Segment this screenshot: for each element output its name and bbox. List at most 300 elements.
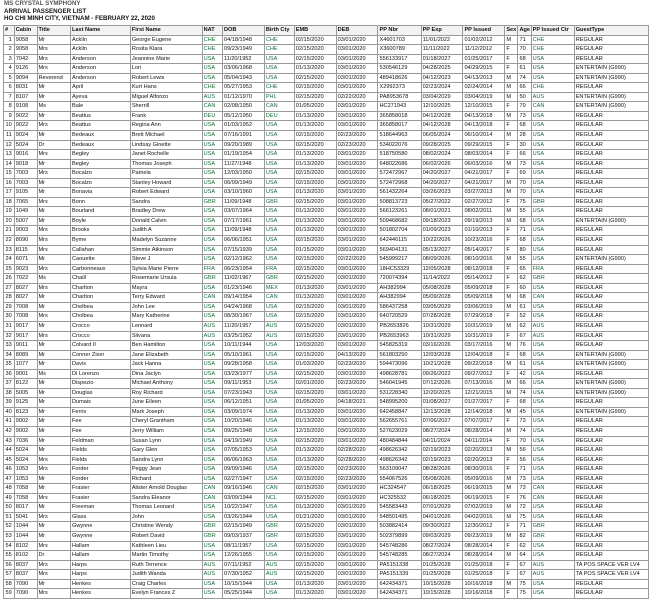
column-header: GuestType bbox=[574, 26, 648, 36]
table-cell: Brett Michael bbox=[130, 131, 202, 141]
table-cell: 554067526 bbox=[378, 474, 421, 484]
table-cell: CAN bbox=[531, 493, 574, 503]
table-cell: 2 bbox=[4, 45, 15, 55]
table-cell: 09/28/2025 bbox=[421, 140, 463, 150]
table-cell: 70 bbox=[518, 102, 531, 112]
table-cell: Bradley Drew bbox=[130, 207, 202, 217]
table-cell: REGULAR bbox=[574, 83, 648, 93]
table-cell: 01/13/2020 bbox=[294, 455, 336, 465]
table-cell: USA bbox=[202, 302, 222, 312]
table-cell: Mr bbox=[37, 255, 71, 265]
table-cell: 04/29/2015 bbox=[463, 64, 505, 74]
table-cell: USA bbox=[264, 446, 294, 456]
table-cell: USA bbox=[531, 589, 574, 599]
table-cell: 9024 bbox=[14, 131, 37, 141]
table-cell: Mrs bbox=[37, 236, 71, 246]
table-cell: USA bbox=[264, 216, 294, 226]
table-cell: USA bbox=[264, 226, 294, 236]
table-cell: 9003 bbox=[14, 226, 37, 236]
table-cell: 02/01/2020 bbox=[294, 379, 336, 389]
table-cell: TA POS SPACE VER LV4 bbox=[574, 560, 648, 570]
table-cell: 23 bbox=[4, 245, 15, 255]
table-cell: M bbox=[505, 503, 518, 513]
table-cell: 01/13/2020 bbox=[294, 407, 336, 417]
table-cell: 09/29/2015 bbox=[463, 140, 505, 150]
table-row bbox=[4, 264, 649, 274]
table-cell: CAN bbox=[531, 102, 574, 112]
table-cell: 08/03/2014 bbox=[463, 150, 505, 160]
table-cell: 03/07/1964 bbox=[222, 207, 264, 217]
table-cell: 01/25/2028 bbox=[421, 560, 463, 570]
table-cell: 8090 bbox=[14, 236, 37, 246]
table-cell: 01/27/2017 bbox=[463, 398, 505, 408]
table-cell: 01/03/1952 bbox=[222, 121, 264, 131]
table-cell: 11/01/2022 bbox=[421, 35, 463, 45]
table-cell: REGULAR bbox=[574, 589, 648, 599]
table-cell: 02/15/2020 bbox=[294, 73, 336, 83]
table-cell: 11 bbox=[4, 131, 15, 141]
table-row bbox=[4, 426, 649, 436]
table-cell: 06/23/1954 bbox=[222, 264, 264, 274]
table-cell: USA bbox=[202, 159, 222, 169]
table-cell: 68 bbox=[518, 398, 531, 408]
table-cell: 03/01/2020 bbox=[336, 264, 378, 274]
table-cell: 09/03/2029 bbox=[421, 531, 463, 541]
table-cell: 04/20/2027 bbox=[421, 178, 463, 188]
table-cell: FRA bbox=[531, 264, 574, 274]
table-cell: USA bbox=[202, 73, 222, 83]
table-cell: 02/19/2023 bbox=[421, 446, 463, 456]
table-cell: USA bbox=[531, 465, 574, 475]
table-cell: Frank bbox=[130, 111, 202, 121]
table-cell: Freeman bbox=[71, 503, 131, 513]
table-cell: REGULAR bbox=[574, 111, 648, 121]
table-cell: 44 bbox=[4, 446, 15, 456]
table-cell: USA bbox=[264, 455, 294, 465]
table-cell: F bbox=[505, 541, 518, 551]
table-cell: 02/15/2020 bbox=[294, 531, 336, 541]
table-cell: 8102 bbox=[14, 551, 37, 561]
table-row bbox=[4, 522, 649, 532]
table-cell: 02/19/2023 bbox=[421, 455, 463, 465]
table-row bbox=[4, 388, 649, 398]
table-cell: 10/31/2019 bbox=[463, 331, 505, 341]
table-cell: USA bbox=[202, 255, 222, 265]
table-row bbox=[4, 255, 649, 265]
table-cell: 06/18/2025 bbox=[421, 484, 463, 494]
column-header: First Name bbox=[130, 26, 202, 36]
table-cell: 02/24/2014 bbox=[463, 83, 505, 93]
table-cell: F bbox=[505, 560, 518, 570]
table-cell: AUS bbox=[531, 570, 574, 580]
table-cell: 59 bbox=[4, 589, 15, 599]
column-header: PP Exp bbox=[421, 26, 463, 36]
table-cell: X4601703 bbox=[378, 35, 421, 45]
table-cell: 01/13/2020 bbox=[294, 283, 336, 293]
table-cell: 01/23/1946 bbox=[222, 283, 264, 293]
table-cell: USA bbox=[264, 589, 294, 599]
table-cell: Mrs bbox=[37, 245, 71, 255]
table-cell: USA bbox=[531, 121, 574, 131]
table-cell: 08/28/2014 bbox=[463, 541, 505, 551]
table-cell: 546041945 bbox=[378, 379, 421, 389]
table-cell: 648022686 bbox=[378, 159, 421, 169]
table-cell: Mark Joseph bbox=[130, 407, 202, 417]
table-cell: Terry Edward bbox=[130, 293, 202, 303]
table-cell: CHE bbox=[264, 35, 294, 45]
table-cell: 10/11/1944 bbox=[222, 341, 264, 351]
table-cell: 02/23/2020 bbox=[336, 140, 378, 150]
table-cell: 02/15/2020 bbox=[294, 493, 336, 503]
table-cell: 642458847 bbox=[378, 407, 421, 417]
table-cell: 9094 bbox=[14, 73, 37, 83]
table-cell: ENTERTAIN (G990) bbox=[574, 360, 648, 370]
table-row bbox=[4, 92, 649, 102]
table-cell: 11/20/1957 bbox=[222, 321, 264, 331]
table-cell: USA bbox=[202, 474, 222, 484]
table-row bbox=[4, 54, 649, 64]
table-cell: 531228340 bbox=[378, 388, 421, 398]
table-cell: 67 bbox=[518, 560, 531, 570]
table-cell: 04/21/2017 bbox=[463, 169, 505, 179]
table-cell: USA bbox=[202, 446, 222, 456]
table-cell: Cholbea bbox=[71, 312, 131, 322]
table-cell: 03/01/2020 bbox=[336, 493, 378, 503]
table-row bbox=[4, 121, 649, 131]
table-cell: 06/05/2024 bbox=[421, 131, 463, 141]
table-cell: Donald Calvin bbox=[130, 216, 202, 226]
table-cell: 70 bbox=[518, 45, 531, 55]
table-cell: F bbox=[505, 522, 518, 532]
table-cell: 1053 bbox=[14, 465, 37, 475]
table-cell: X2992373 bbox=[378, 83, 421, 93]
table-cell: 8102 bbox=[14, 541, 37, 551]
table-cell: 01/13/2020 bbox=[294, 226, 336, 236]
table-cell: 04/13/2018 bbox=[463, 111, 505, 121]
table-cell: USA bbox=[202, 417, 222, 427]
table-cell: 12/21/2015 bbox=[463, 388, 505, 398]
table-cell: CHE bbox=[531, 83, 574, 93]
table-cell: 545999217 bbox=[378, 255, 421, 265]
table-cell: F bbox=[505, 150, 518, 160]
table-cell: 09/14/1954 bbox=[222, 293, 264, 303]
table-cell: USA bbox=[202, 503, 222, 513]
table-cell: REGULAR bbox=[574, 436, 648, 446]
table-cell: 24 bbox=[4, 255, 15, 265]
table-cell: PA8953678 bbox=[378, 92, 421, 102]
table-cell: REGULAR bbox=[574, 474, 648, 484]
table-cell: 03/01/2020 bbox=[336, 236, 378, 246]
table-cell: Mr bbox=[37, 131, 71, 141]
table-cell: 05/08/2026 bbox=[421, 474, 463, 484]
table-cell: USA bbox=[531, 369, 574, 379]
table-cell: 07/13/2016 bbox=[463, 379, 505, 389]
table-cell: 03/01/2020 bbox=[336, 207, 378, 217]
table-cell: USA bbox=[202, 512, 222, 522]
table-cell: Robert Edward bbox=[130, 188, 202, 198]
table-cell: REGULAR bbox=[574, 398, 648, 408]
table-cell: 7058 bbox=[14, 484, 37, 494]
table-cell: USA bbox=[202, 551, 222, 561]
table-cell: 05/09/2028 bbox=[421, 293, 463, 303]
table-cell: 03/01/2020 bbox=[336, 178, 378, 188]
table-cell: REGULAR bbox=[574, 140, 648, 150]
table-cell: 71 bbox=[518, 465, 531, 475]
table-cell: 09/25/1948 bbox=[222, 426, 264, 436]
table-cell: M bbox=[505, 484, 518, 494]
table-cell: 02/15/2020 bbox=[294, 570, 336, 580]
table-cell: 73 bbox=[518, 474, 531, 484]
table-cell: 62 bbox=[518, 321, 531, 331]
table-row bbox=[4, 111, 649, 121]
table-cell: REGULAR bbox=[574, 188, 648, 198]
table-cell: 05/25/1944 bbox=[222, 589, 264, 599]
table-cell: CAN bbox=[531, 293, 574, 303]
table-cell: 03/01/2020 bbox=[336, 560, 378, 570]
table-cell: FRA bbox=[264, 264, 294, 274]
table-cell: 51 bbox=[4, 512, 15, 522]
table-cell: USA bbox=[531, 579, 574, 589]
column-header: Birth Cty bbox=[264, 26, 294, 36]
table-cell: 518750580 bbox=[378, 150, 421, 160]
table-row bbox=[4, 446, 649, 456]
table-cell: 01/12/1970 bbox=[222, 92, 264, 102]
table-cell: 02/15/2020 bbox=[294, 388, 336, 398]
table-cell: M bbox=[505, 512, 518, 522]
table-cell: 03/25/1952 bbox=[222, 331, 264, 341]
document-header bbox=[4, 0, 404, 23]
table-row bbox=[4, 503, 649, 513]
table-cell: 75 bbox=[518, 589, 531, 599]
table-cell: 34 bbox=[4, 350, 15, 360]
table-cell: 10/22/1947 bbox=[222, 503, 264, 513]
table-cell: 05/10/1961 bbox=[222, 350, 264, 360]
table-cell: 03/26/1944 bbox=[222, 512, 264, 522]
table-cell: USA bbox=[202, 579, 222, 589]
table-cell: 03/01/2020 bbox=[336, 150, 378, 160]
table-cell: 02/27/1947 bbox=[222, 474, 264, 484]
table-cell: 55 bbox=[518, 255, 531, 265]
table-cell: 527623029 bbox=[378, 426, 421, 436]
table-cell: 03/01/2020 bbox=[336, 388, 378, 398]
table-cell: 1077 bbox=[14, 360, 37, 370]
table-cell: 03/01/2020 bbox=[336, 570, 378, 580]
table-cell: 08/30/2016 bbox=[463, 465, 505, 475]
table-cell: 10/22/2026 bbox=[421, 236, 463, 246]
table-cell: 02/22/2020 bbox=[336, 92, 378, 102]
table-cell: 01/13/2020 bbox=[294, 188, 336, 198]
table-row bbox=[4, 436, 649, 446]
table-cell: 03/17/2016 bbox=[463, 341, 505, 351]
table-cell: 01/13/2020 bbox=[294, 216, 336, 226]
table-cell: 3 bbox=[4, 54, 15, 64]
table-cell: F bbox=[505, 283, 518, 293]
table-cell: 52 bbox=[4, 522, 15, 532]
table-cell: 7 bbox=[4, 92, 15, 102]
table-cell: 14 bbox=[4, 159, 15, 169]
table-cell: Craig Charles bbox=[130, 579, 202, 589]
table-cell: 73 bbox=[518, 484, 531, 494]
table-cell: 80 bbox=[518, 245, 531, 255]
table-cell: USA bbox=[264, 551, 294, 561]
table-cell: Reverend bbox=[37, 73, 71, 83]
table-cell: 11/09/1948 bbox=[222, 226, 264, 236]
table-cell: 05/09/2018 bbox=[463, 293, 505, 303]
column-header: Age bbox=[518, 26, 531, 36]
table-cell: 8089 bbox=[14, 350, 37, 360]
table-cell: USA bbox=[531, 398, 574, 408]
table-cell: USA bbox=[202, 589, 222, 599]
table-cell: 40 bbox=[4, 407, 15, 417]
table-cell: 01/21/2020 bbox=[294, 512, 336, 522]
table-cell: Mr bbox=[37, 360, 71, 370]
table-cell: 71 bbox=[518, 35, 531, 45]
table-cell: USA bbox=[531, 236, 574, 246]
table-cell: USA bbox=[531, 111, 574, 121]
table-cell: 01/13/2020 bbox=[294, 293, 336, 303]
table-cell: 74 bbox=[518, 426, 531, 436]
table-cell: CHE bbox=[202, 83, 222, 93]
table-cell: 9108 bbox=[14, 102, 37, 112]
table-cell: 545825319 bbox=[378, 341, 421, 351]
table-cell: USA bbox=[531, 312, 574, 322]
table-cell: 07/11/1952 bbox=[222, 560, 264, 570]
table-cell: 70 bbox=[518, 178, 531, 188]
table-cell: 03/06/2019 bbox=[463, 302, 505, 312]
table-cell: REGULAR bbox=[574, 341, 648, 351]
table-cell: Mr bbox=[37, 302, 71, 312]
table-row bbox=[4, 140, 649, 150]
table-cell: F bbox=[505, 264, 518, 274]
table-cell: TA POS SPACE VER LV4 bbox=[574, 570, 648, 580]
table-cell: 8017 bbox=[14, 503, 37, 513]
table-row bbox=[4, 474, 649, 484]
table-cell: Gwynne bbox=[71, 531, 131, 541]
table-cell: 04/12/2023 bbox=[421, 73, 463, 83]
table-cell: REGULAR bbox=[574, 579, 648, 589]
table-cell: USA bbox=[531, 446, 574, 456]
table-cell: Charlton bbox=[71, 293, 131, 303]
table-cell: M bbox=[505, 531, 518, 541]
table-cell: Bonn bbox=[71, 197, 131, 207]
table-cell: USA bbox=[202, 455, 222, 465]
table-cell: 09/09/1946 bbox=[222, 465, 264, 475]
table-cell: 69 bbox=[518, 169, 531, 179]
table-cell: Mrs bbox=[37, 455, 71, 465]
table-cell: 7036 bbox=[14, 436, 37, 446]
table-cell: 66 bbox=[518, 83, 531, 93]
table-cell: 03/01/2020 bbox=[336, 341, 378, 351]
table-cell: Crocco bbox=[71, 321, 131, 331]
table-cell: 02/15/2020 bbox=[294, 541, 336, 551]
table-cell: 08/30/1967 bbox=[222, 312, 264, 322]
table-cell: AUS bbox=[202, 560, 222, 570]
table-cell: Cheryl Grantham bbox=[130, 417, 202, 427]
table-cell: Mrs bbox=[37, 560, 71, 570]
table-cell: Janet Rochelle bbox=[130, 150, 202, 160]
table-cell: AUS bbox=[531, 92, 574, 102]
table-cell: 02/15/2020 bbox=[294, 92, 336, 102]
table-cell: 01/15/2020 bbox=[294, 245, 336, 255]
table-cell: 74 bbox=[518, 73, 531, 83]
column-header: NAT bbox=[202, 26, 222, 36]
table-cell: USA bbox=[202, 178, 222, 188]
table-cell: 07/01/2029 bbox=[421, 503, 463, 513]
table-row bbox=[4, 589, 649, 599]
table-cell: 43 bbox=[4, 436, 15, 446]
table-cell: 68 bbox=[518, 350, 531, 360]
table-cell: Jerry William bbox=[130, 426, 202, 436]
table-cell: Lindsay Ginette bbox=[130, 140, 202, 150]
table-cell: USA bbox=[264, 417, 294, 427]
table-cell: REGULAR bbox=[574, 512, 648, 522]
table-cell: Boyle bbox=[71, 216, 131, 226]
table-cell: 518644963 bbox=[378, 131, 421, 141]
table-cell: GBR bbox=[202, 197, 222, 207]
table-cell: 548501495 bbox=[378, 512, 421, 522]
table-cell: Feldman bbox=[71, 436, 131, 446]
table-cell: 02/15/2020 bbox=[294, 436, 336, 446]
table-cell: 12/15/2020 bbox=[294, 426, 336, 436]
table-cell: Henkes bbox=[71, 589, 131, 599]
table-row bbox=[4, 159, 649, 169]
table-cell: Jeannine Marie bbox=[130, 54, 202, 64]
table-cell: 01/25/2017 bbox=[463, 54, 505, 64]
table-row bbox=[4, 531, 649, 541]
table-cell: F bbox=[505, 121, 518, 131]
table-cell: 75 bbox=[518, 579, 531, 589]
table-cell: Di Lorenzo bbox=[71, 369, 131, 379]
table-cell: USA bbox=[264, 302, 294, 312]
table-cell: 17 bbox=[4, 188, 15, 198]
table-cell: 03/01/2020 bbox=[336, 54, 378, 64]
table-cell: 08/10/2016 bbox=[463, 255, 505, 265]
table-row bbox=[4, 570, 649, 580]
table-cell: USA bbox=[531, 169, 574, 179]
table-cell: Rosemarie Ursula bbox=[130, 274, 202, 284]
table-cell: 01/13/2020 bbox=[294, 503, 336, 513]
table-cell: 8037 bbox=[14, 570, 37, 580]
table-cell: Harps bbox=[71, 570, 131, 580]
table-cell: Christine Wendy bbox=[130, 522, 202, 532]
table-cell: USA bbox=[202, 207, 222, 217]
table-cell: Acklin bbox=[71, 45, 131, 55]
table-cell: M bbox=[505, 360, 518, 370]
table-cell: USA bbox=[531, 388, 574, 398]
table-cell: AUS bbox=[202, 92, 222, 102]
table-row bbox=[4, 274, 649, 284]
table-cell: Fee bbox=[71, 417, 131, 427]
table-cell: 75 bbox=[518, 512, 531, 522]
table-cell: 12 bbox=[4, 140, 15, 150]
table-cell: M bbox=[505, 83, 518, 93]
table-cell: 28 bbox=[4, 293, 15, 303]
table-cell: REGULAR bbox=[574, 484, 648, 494]
table-cell: 03/01/2020 bbox=[336, 83, 378, 93]
table-cell: Mr bbox=[37, 522, 71, 532]
table-cell: 572472968 bbox=[378, 178, 421, 188]
table-cell: USA bbox=[264, 436, 294, 446]
table-cell: 7065 bbox=[14, 197, 37, 207]
table-cell: M bbox=[505, 551, 518, 561]
table-cell: USA bbox=[264, 73, 294, 83]
table-cell: REGULAR bbox=[574, 312, 648, 322]
table-cell: 12/26/1955 bbox=[222, 551, 264, 561]
table-cell: 74 bbox=[518, 388, 531, 398]
table-cell: AUS bbox=[264, 560, 294, 570]
table-cell: Mrs bbox=[37, 331, 71, 341]
table-cell: Evelyn Frances Z bbox=[130, 589, 202, 599]
